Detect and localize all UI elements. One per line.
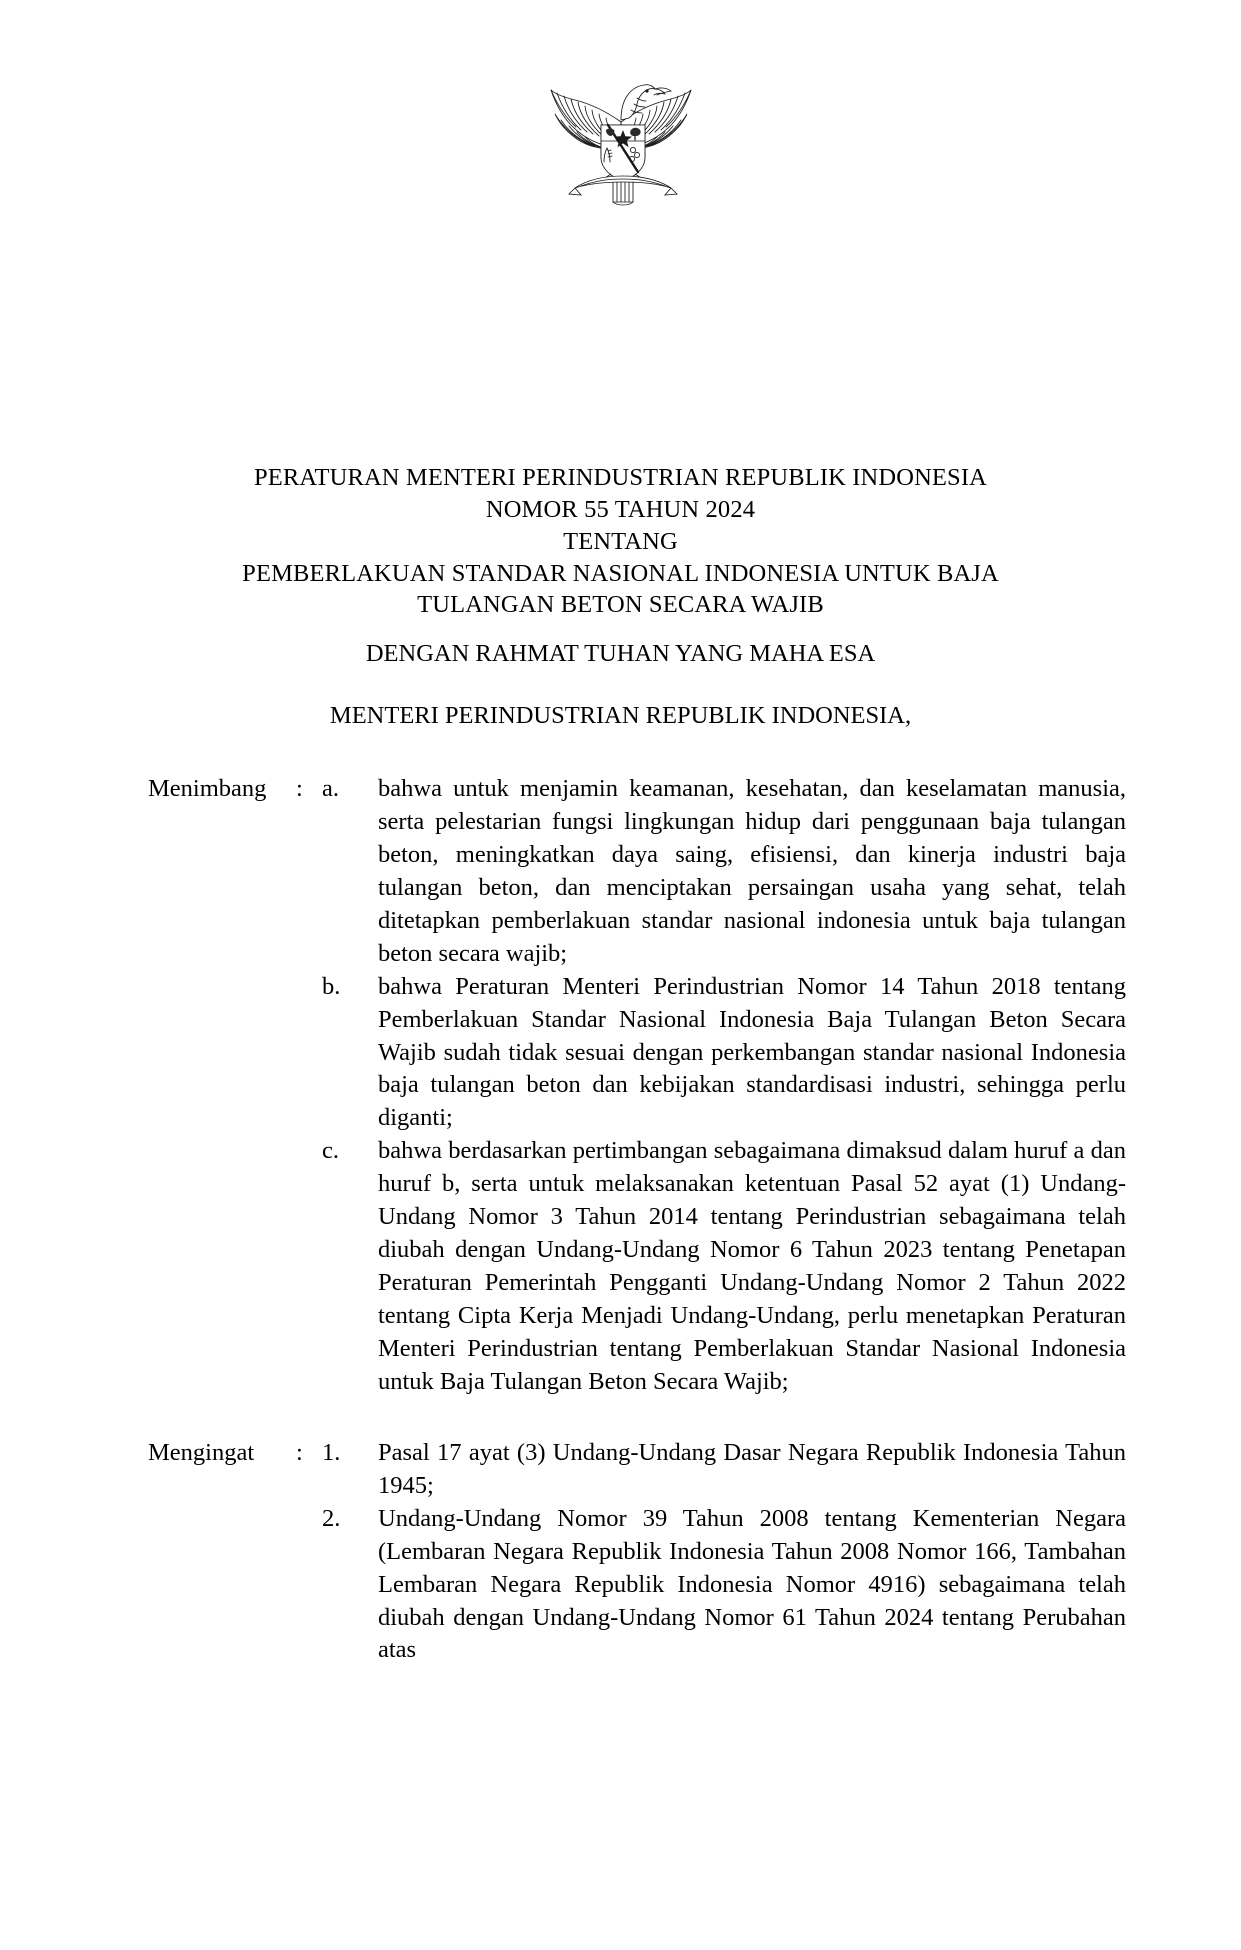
subtitle-line-minister: MENTERI PERINDUSTRIAN REPUBLIK INDONESIA, <box>329 701 912 729</box>
title-line-1: PERATURAN MENTERI PERINDUSTRIAN REPUBLIK INDONESIA <box>254 464 987 491</box>
document-subtitle <box>0 638 1241 732</box>
clause-item <box>322 1503 1126 1668</box>
clause-items-mengingat <box>322 1437 1126 1668</box>
item-marker: 1. <box>322 1438 341 1466</box>
clause-item <box>322 971 1126 1136</box>
subtitle-line-blessing: DENGAN RAHMAT TUHAN YANG MAHA ESA <box>365 640 876 667</box>
clause-item <box>322 1437 1126 1503</box>
clause-colon-menimbang: : <box>296 775 303 802</box>
clause-items-menimbang <box>322 773 1126 1399</box>
item-marker: a. <box>322 775 339 802</box>
item-marker: 2. <box>322 1504 341 1532</box>
item-text: bahwa Peraturan Menteri Perindustrian Nomor 14 Tahun 2018 tentang Pemberlakuan Standar Nasional Indonesia Baja Tulangan Beton Secara Wajib sudah tidak sesuai dengan perkembangan standar nasional Indonesia baja tulangan beton dan kebijakan standardisasi industri, sehingga perlu diganti; <box>378 972 1126 1132</box>
title-line-5: TULANGAN BETON SECARA WAJIB <box>417 591 824 619</box>
clause-item <box>322 773 1126 971</box>
title-line-4: PEMBERLAKUAN STANDAR NASIONAL INDONESIA UNTUK BAJA <box>242 559 999 587</box>
clause-item <box>322 1135 1126 1399</box>
item-text: Undang-Undang Nomor 39 Tahun 2008 tentang Kementerian Negara (Lembaran Negara Republik Indonesia Tahun 2008 Nomor 166, Tambahan Lembaran Negara Republik Indonesia Nomor 4916) sebagaimana telah diubah dengan Undang-Undang Nomor 61 Tahun 2024 tentang Perubahan atas <box>378 1504 1126 1664</box>
item-marker: b. <box>322 972 341 1000</box>
document-title <box>0 462 1241 621</box>
clause-label-mengingat: Mengingat <box>148 1438 255 1466</box>
title-line-3: TENTANG <box>563 527 678 555</box>
title-line-2: NOMOR 55 TAHUN 2024 <box>485 495 756 523</box>
clause-section-mengingat <box>148 1437 1126 1668</box>
item-text: Pasal 17 ayat (3) Undang-Undang Dasar Negara Republik Indonesia Tahun 1945; <box>378 1438 1126 1499</box>
garuda-pancasila-emblem <box>537 62 705 212</box>
clause-label-menimbang: Menimbang <box>148 775 267 802</box>
item-text: bahwa berdasarkan pertimbangan sebagaimana dimaksud dalam huruf a dan huruf b, serta untuk melaksanakan ketentuan Pasal 52 ayat (1) Undang-Undang Nomor 3 Tahun 2014 tentang Perindustrian sebagaimana telah diubah dengan Undang-Undang Nomor 6 Tahun 2023 tentang Penetapan Peraturan Pemerintah Pengganti Undang-Undang Nomor 2 Tahun 2022 tentang Cipta Kerja Menjadi Undang-Undang, perlu menetapkan Peraturan Menteri Perindustrian tentang Pemberlakuan Standar Nasional Indonesia untuk Baja Tulangan Beton Secara Wajib; <box>378 1137 1126 1395</box>
clause-section-menimbang <box>148 773 1126 1399</box>
emblem-container <box>0 62 1241 212</box>
item-marker: c. <box>322 1137 339 1165</box>
item-text: bahwa untuk menjamin keamanan, kesehatan, dan keselamatan manusia, serta pelestarian fungsi lingkungan hidup dari penggunaan baja tulangan beton, meningkatkan daya saing, efisiensi, dan kinerja industri baja tulangan beton, dan menciptakan persaingan usaha yang sehat, telah ditetapkan pemberlakuan standar nasional indonesia untuk baja tulangan beton secara wajib; <box>378 775 1126 967</box>
clause-colon-mengingat: : <box>296 1438 303 1466</box>
clause-sections <box>0 773 1241 1667</box>
